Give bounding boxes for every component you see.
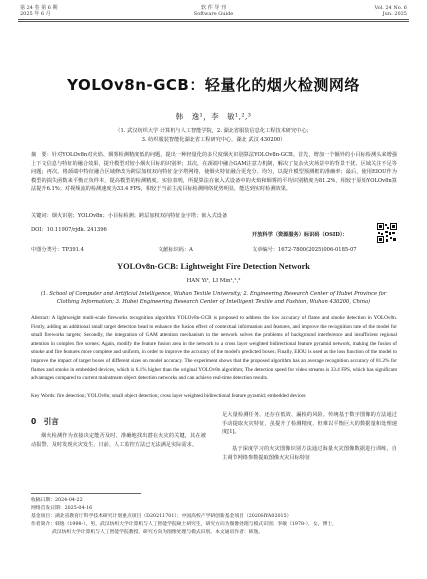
online-date: 网络首发日期：2025-04-16 [31,506,93,511]
journal-name-cn: 软 件 导 刊 [201,5,226,11]
oa-label: 开放科学（资源服务）标识码（OSID）： [252,232,348,238]
header-volume: 第 24 卷 第 6 期 [20,5,58,11]
qr-code[interactable] [377,223,397,243]
keywords-cn: 关键词：烟火识别；YOLOv8n；小目标检测；跨层加权双向特征金字塔；嵌入式设备 [31,213,228,219]
abstract-en: Abstract: A lightweight multi-scale fireworks recognition algorithm YOLOv8n-GCB is proposed to address the low accuracy of flame and smoke detection in YOLOv8n. Firstly, adding an additional small target detection head to enhance the fusion effect of contextual information and features, and improve the recognition rate of the model for small fireworks targets; Secondly, the integration of GAM attention mechanism in the network solves the problems of background interference and insufficient regional attention in complex fire scenes; Again, modify the feature fusion area in the network to a cross layer weighted bidirectional feature pyramid network, making the fusion of smoke and fire features more complete and uniform, in order to improve the accuracy of the model's predicted boxes; Finally, EIOU is used as the loss function of the model to improve the impact of target boxes of different sizes on model accuracy. The experiment shows that the proposed algorithm has an average recognition accuracy of 81.2% for flames and smoke in embedded devices, which is 6.1% higher than the original YOLOv8n algorithm; The detection speed for video streams is 33.4 FPS, which has significant advantages compared to current mainstream object detection networks and can achieve real-time detection results. [31,315,397,382]
received-date: 收稿日期：2024-04-22 [31,498,83,503]
authors-en: HAN Yi¹, LI Min¹,²,³ [186,278,241,284]
qr-code-icon [377,223,397,243]
paper-title-en: YOLOv8n-GCB: Lightweight Fire Detection Network [117,262,310,271]
section-heading-introduction: 0 引言 [31,417,59,426]
doi[interactable]: DOI：10.11907/rjdk. 241396 [31,227,107,233]
document-code: 文献标识码：A [158,247,193,253]
affiliation-en-line2: Clothing Information; 3. Hubei Engineering Research Center of Intelligent Textile and Fashion, Wuhan 430200, China) [56,299,371,305]
header-volume-en: Vol. 24 No. 6 [374,5,407,11]
intro-text-right-2: 基于深度学习的火灾图像识别方法通过海量火灾图像数据进行训练，自主调节网络参数提取图像火灾目标特征 [222,446,397,461]
author-bio-line1: 作者简介：韩逸（1998-），男，武汉纺织大学计算机与人工智能学院硕士研究生，研究方向为图像处理与模式识别；李敏（1978-），女，博士， [31,522,337,527]
paper-title-cn: YOLOv8n-GCB：轻量化的烟火检测网络 [67,76,360,94]
affiliation-en-line1: (1. School of Computer and Artificial Intelligence, Wuhan Textile University; 2. Engineering Research Center of Hubei Province for [40,291,387,297]
header-rule-2 [18,21,409,22]
header-date-en: Jun. 2025 [382,11,407,17]
footnote-rule [31,493,141,494]
journal-name-en: Software Guide [193,11,234,17]
article-number: 文章编号：1672-7800(2025)006-0185-07 [252,247,357,253]
affiliation-cn-line1: （1. 武汉纺织大学 计算机与人工智能学院，2. 湖北省服装信息化工程技术研究中心； [115,128,312,134]
fund-info: 基金项目：湖北省教育厅科学技术研究计划重点项目（D20211701）；中国高校产学研创新基金项目（2020HYA02015） [31,514,292,519]
clc-number: 中图分类号：TP391.4 [31,247,84,253]
affiliation-cn-line2: 3. 纺织服装智能化湖北省工程研究中心，湖北 武汉 430200） [141,137,286,143]
authors-cn: 韩 逸¹，李 敏¹,²,³ [175,112,252,121]
header-date: 2025 年 6 月 [20,11,51,17]
intro-text-left: 烟火检测作为直接决定能否及时、准确地找出潜在火灾的关键，其在被动报警、及时发现火灾发生、日前、人工监控方法已无法满足实际需求。 [31,433,206,448]
intro-text-right-1: 足大量检测任务，还存在低效、漏检的风险。传统基于数字图像的方法通过手动提取火灾特征，虽提升了检测精度，但难以平衡巨大的数据量和处理速度[1]。 [222,412,397,436]
abstract-cn: 摘 要：针对YOLOv8n对火焰、烟雾检测精度低的问题，提出一种轻量化的多尺度烟火识别算法YOLOv8n-GCB。首先，增加一个额外的小目标检测头来增强上下文信息与特征的融合效果，提升模型对较小烟火目标的识别率；其次，在颈端中融合GAM注意力机制，解决了复杂火灾场景中的背景干扰、区域关注不足等问题；再次，将颈端中特征融合区域修改为跨层加权双向特征金字塔网络，使烟火特征融合更充分、均匀，以提升模型预测框的准确率；最后，使用EIOU作为模型的损失函数来平衡正负样本，提高模型的检测精度。实验表明，所提算法在嵌入式设备中的火焰和烟雾的平均识别精度为81.2%，相较于原始YOLOv8n算法提升6.1%；对视频流的检测速度为33.4 FPS，相较于当前主流目标检测网络优势明显，能达到实时检测效果。 [31,152,397,193]
keywords-en: Key Words: fire detection; YOLOv8n; small object detection; cross layer weighted bidirectional feature pyramid; embedded devices [31,393,306,399]
author-bio-line2: 武汉纺织大学计算机与人工智能学院教授、研究方向为图像处理与模式识别。本文通讯作者：韩逸。 [52,530,264,535]
header-rule [18,19,409,20]
